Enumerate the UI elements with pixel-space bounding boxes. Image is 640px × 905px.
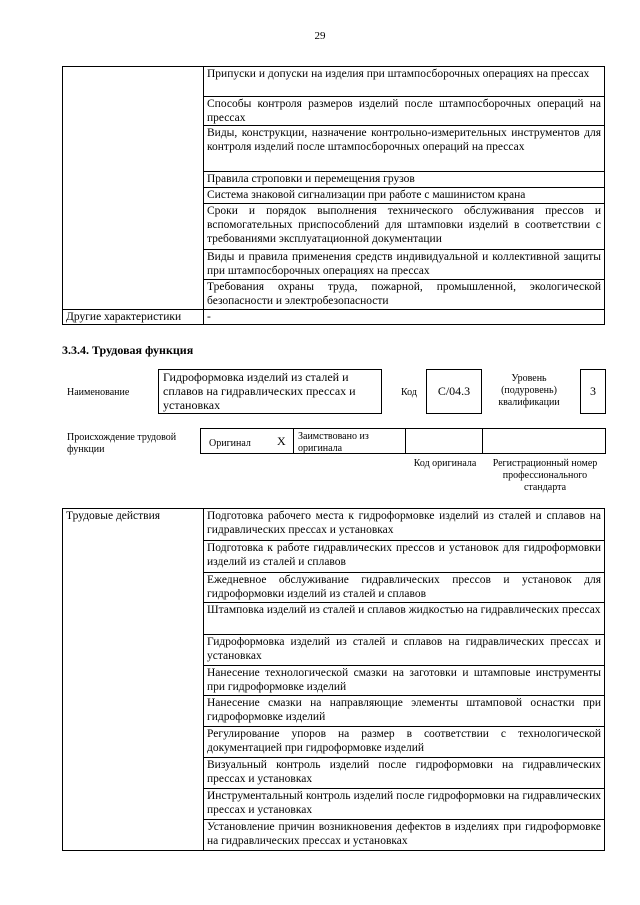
other-characteristics-label: Другие характеристики <box>63 310 204 325</box>
table-row: Виды, конструкции, назначение контрольно-измерительных инструментов для контроля изделий после штампосборочных операций на прессах <box>204 126 605 172</box>
registration-number-caption: Регистрационный номер профессионального стандарта <box>492 458 598 493</box>
page-number: 29 <box>314 30 326 42</box>
table-row: Регулирование упоров на размер в соответствии с технологической документацией при гидроформовке изделий <box>204 727 605 758</box>
table-row: Сроки и порядок выполнения технического обслуживания прессов и вспомогательных приспособлений для штамповки изделий в соответствии с требованиями эксплуатационной документации <box>204 204 605 250</box>
original-code-caption: Код оригинала <box>413 458 477 469</box>
original-label: Оригинал <box>209 438 251 449</box>
table-row: Ежедневное обслуживание гидравлических прессов и установок для гидроформовки изделий из сталей и сплавов <box>204 573 605 603</box>
qualification-level-label: Уровень (подуровень) квалификации <box>498 373 560 408</box>
table-row: Инструментальный контроль изделий после гидроформовки на гидравлических прессах и установках <box>204 789 605 820</box>
table-row: Способы контроля размеров изделий после штампосборочных операций на прессах <box>204 97 605 126</box>
table-row: Правила строповки и перемещения грузов <box>204 172 605 188</box>
origin-label: Происхождение трудовой функции <box>67 432 177 455</box>
section-title: 3.3.4. Трудовая функция <box>62 343 194 357</box>
knowledge-label-cell <box>63 67 204 310</box>
table-row: Нанесение технологической смазки на заготовки и штамповые инструменты при гидроформовке изделий <box>204 666 605 696</box>
other-characteristics-value: - <box>204 310 605 325</box>
table-row: Требования охраны труда, пожарной, промышленной, экологической безопасности и электробезопасности <box>204 280 605 310</box>
origin-row <box>200 428 606 454</box>
table-row: Штамповка изделий из сталей и сплавов жидкостью на гидравлических прессах <box>204 603 605 635</box>
borrowed-label: Заимствовано из оригинала <box>298 431 369 454</box>
table-row: Виды и правила применения средств индивидуальной и коллективной защиты при штампосборочных операциях на прессах <box>204 250 605 280</box>
table-row: Припуски и допуски на изделия при штампосборочных операциях на прессах <box>204 67 605 97</box>
table-row: Подготовка к работе гидравлических прессов и установок для гидроформовки изделий из сталей и сплавов <box>204 541 605 573</box>
table-row: Нанесение смазки на направляющие элементы штамповой оснастки при гидроформовке изделий <box>204 696 605 727</box>
qualification-level-value: 3 <box>580 369 606 414</box>
labor-actions-label: Трудовые действия <box>63 509 204 851</box>
divider <box>482 429 483 453</box>
code-label: Код <box>401 387 417 398</box>
table-row: Подготовка рабочего места к гидроформовке изделий из сталей и сплавов на гидравлических прессах и установках <box>204 509 605 541</box>
function-name: Гидроформовка изделий из сталей и сплавов на гидравлических прессах и установках <box>158 369 382 414</box>
function-code: C/04.3 <box>426 369 482 414</box>
labor-actions-table <box>62 508 605 851</box>
table-row: Система знаковой сигнализации при работе с машинистом крана <box>204 188 605 204</box>
original-mark: X <box>277 434 286 448</box>
divider <box>405 429 406 453</box>
knowledge-table <box>62 66 605 325</box>
table-row: Визуальный контроль изделий после гидроформовки на гидравлических прессах и установках <box>204 758 605 789</box>
table-row: Установление причин возникновения дефектов в изделиях при гидроформовке на гидравлических прессах и установках <box>204 820 605 851</box>
name-label: Наименование <box>67 387 130 398</box>
table-row: Гидроформовка изделий из сталей и сплавов на гидравлических прессах и установках <box>204 635 605 666</box>
divider <box>293 429 294 453</box>
